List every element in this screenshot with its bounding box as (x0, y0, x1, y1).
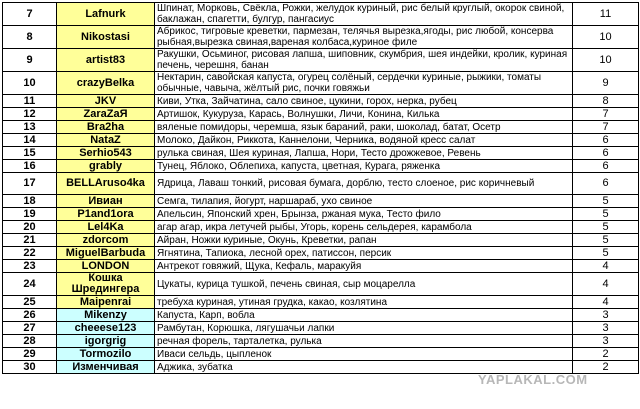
score-cell: 10 (573, 49, 639, 72)
table-row (3, 147, 639, 160)
nickname-cell: JKV (57, 95, 155, 108)
scoreboard-body (3, 3, 639, 374)
ingredients-cell: рулька свиная, Шея куриная, Лапша, Нори, Тесто дрожжевое, Ревень (155, 147, 573, 160)
rank-cell: 22 (3, 247, 57, 260)
score-cell: 6 (573, 173, 639, 195)
rank-cell: 15 (3, 147, 57, 160)
rank-cell: 19 (3, 208, 57, 221)
rank-cell: 28 (3, 335, 57, 348)
nickname-cell: BELLAruso4ka (57, 173, 155, 195)
nickname-cell: Nikostasi (57, 26, 155, 49)
table-row (3, 108, 639, 121)
score-cell: 3 (573, 309, 639, 322)
rank-cell: 11 (3, 95, 57, 108)
table-row (3, 3, 639, 26)
nickname-cell: crazyBelka (57, 72, 155, 95)
nickname-cell: Lel4Ka (57, 221, 155, 234)
table-row (3, 195, 639, 208)
ingredients-cell: вяленые помидоры, черемша, язык бараний, раки, шоколад, батат, Осетр (155, 121, 573, 134)
table-row (3, 208, 639, 221)
nickname-cell: Кошка Шредингера (57, 273, 155, 296)
rank-cell: 23 (3, 260, 57, 273)
table-row (3, 322, 639, 335)
nickname-cell: MiguelBarbuda (57, 247, 155, 260)
table-row (3, 95, 639, 108)
nickname-cell: Ивиан (57, 195, 155, 208)
score-cell: 3 (573, 335, 639, 348)
table-row (3, 273, 639, 296)
table-row (3, 121, 639, 134)
table-row (3, 296, 639, 309)
ingredients-cell: Айран, Ножки куриные, Окунь, Креветки, рапан (155, 234, 573, 247)
rank-cell: 12 (3, 108, 57, 121)
score-cell: 10 (573, 26, 639, 49)
ingredients-cell: Тунец, Яблоко, Облепиха, капуста, цветная, Курага, ряженка (155, 160, 573, 173)
table-row (3, 234, 639, 247)
rank-cell: 30 (3, 361, 57, 374)
ingredients-cell: Иваси сельдь, цыпленок (155, 348, 573, 361)
ingredients-cell: Киви, Утка, Зайчатина, сало свиное, цукини, горох, нерка, рубец (155, 95, 573, 108)
table-row (3, 221, 639, 234)
score-cell: 3 (573, 322, 639, 335)
score-cell: 2 (573, 361, 639, 374)
ingredients-cell: Нектарин, савойская капуста, огурец солёный, сердечки куриные, рыжики, томаты обычные, чавыча, жёлтый рис, почки говяжьи (155, 72, 573, 95)
score-cell: 6 (573, 160, 639, 173)
score-cell: 7 (573, 108, 639, 121)
score-cell: 5 (573, 234, 639, 247)
ingredients-cell: агар агар, икра летучей рыбы, Угорь, корень сельдерея, карамбола (155, 221, 573, 234)
table-row (3, 348, 639, 361)
rank-cell: 29 (3, 348, 57, 361)
nickname-cell: Maipenrai (57, 296, 155, 309)
ingredients-cell: Антрекот говяжий, Щука, Кефаль, маракуйя (155, 260, 573, 273)
table-row (3, 160, 639, 173)
nickname-cell: igorgrig (57, 335, 155, 348)
nickname-cell: LONDON (57, 260, 155, 273)
rank-cell: 17 (3, 173, 57, 195)
table-row (3, 260, 639, 273)
nickname-cell: Tormozilo (57, 348, 155, 361)
nickname-cell: Mikenzy (57, 309, 155, 322)
table-row (3, 26, 639, 49)
score-cell: 2 (573, 348, 639, 361)
table-row (3, 247, 639, 260)
nickname-cell: NataZ (57, 134, 155, 147)
score-cell: 8 (573, 95, 639, 108)
ingredients-cell: Артишок, Кукуруза, Карась, Волнушки, Личи, Конина, Килька (155, 108, 573, 121)
table-row (3, 72, 639, 95)
rank-cell: 18 (3, 195, 57, 208)
nickname-cell: P1and1ora (57, 208, 155, 221)
nickname-cell: cheeese123 (57, 322, 155, 335)
ingredients-cell: требуха куриная, утиная грудка, какао, козлятина (155, 296, 573, 309)
score-cell: 4 (573, 296, 639, 309)
rank-cell: 10 (3, 72, 57, 95)
score-cell: 9 (573, 72, 639, 95)
ingredients-cell: Молоко, Дайкон, Риккота, Каннелони, Черника, водяной кресс салат (155, 134, 573, 147)
rank-cell: 20 (3, 221, 57, 234)
score-cell: 4 (573, 273, 639, 296)
nickname-cell: Serhio543 (57, 147, 155, 160)
nickname-cell: zdorcom (57, 234, 155, 247)
rank-cell: 9 (3, 49, 57, 72)
ingredients-cell: речная форель, тарталетка, рулька (155, 335, 573, 348)
score-cell: 5 (573, 221, 639, 234)
nickname-cell: Lafnurk (57, 3, 155, 26)
ingredients-cell: Аджика, зубатка (155, 361, 573, 374)
nickname-cell: artist83 (57, 49, 155, 72)
ingredients-cell: Ягнятина, Тапиока, лесной орех, патиссон, персик (155, 247, 573, 260)
scoreboard-table (2, 2, 639, 374)
ingredients-cell: Шпинат, Морковь, Свёкла, Рожки, желудок куриный, рис белый круглый, окорок свиной, баклажан, спагетти, булгур, пангасиус (155, 3, 573, 26)
nickname-cell: Изменчивая (57, 361, 155, 374)
rank-cell: 27 (3, 322, 57, 335)
score-cell: 6 (573, 134, 639, 147)
table-row (3, 335, 639, 348)
rank-cell: 21 (3, 234, 57, 247)
ingredients-cell: Цукаты, курица тушкой, печень свиная, сыр моцарелла (155, 273, 573, 296)
rank-cell: 25 (3, 296, 57, 309)
ingredients-cell: Семга, тилапия, йогурт, наршараб, ухо свиное (155, 195, 573, 208)
ingredients-cell: Апельсин, Японский хрен, Брынза, ржаная мука, Тесто фило (155, 208, 573, 221)
ingredients-cell: Капуста, Карп, вобла (155, 309, 573, 322)
nickname-cell: Bra2ha (57, 121, 155, 134)
ingredients-cell: Ядрица, Лаваш тонкий, рисовая бумага, дорблю, тесто слоеное, рис коричневый (155, 173, 573, 195)
table-row (3, 309, 639, 322)
score-cell: 4 (573, 260, 639, 273)
table-row (3, 134, 639, 147)
score-cell: 5 (573, 208, 639, 221)
table-row (3, 49, 639, 72)
rank-cell: 26 (3, 309, 57, 322)
score-cell: 6 (573, 147, 639, 160)
ingredients-cell: Ракушки, Осьминог, рисовая лапша, шиповник, скумбрия, шея индейки, кролик, куриная печень, черешня, банан (155, 49, 573, 72)
score-cell: 5 (573, 247, 639, 260)
site-watermark: YAPLAKAL.COM (478, 372, 588, 387)
score-cell: 11 (573, 3, 639, 26)
rank-cell: 8 (3, 26, 57, 49)
rank-cell: 13 (3, 121, 57, 134)
ingredients-cell: Рамбутан, Корюшка, лягушачьи лапки (155, 322, 573, 335)
nickname-cell: ZaraZaЯ (57, 108, 155, 121)
table-row (3, 173, 639, 195)
rank-cell: 16 (3, 160, 57, 173)
score-cell: 7 (573, 121, 639, 134)
rank-cell: 14 (3, 134, 57, 147)
score-cell: 5 (573, 195, 639, 208)
rank-cell: 24 (3, 273, 57, 296)
rank-cell: 7 (3, 3, 57, 26)
nickname-cell: grably (57, 160, 155, 173)
ingredients-cell: Абрикос, тигровые креветки, пармезан, телячья вырезка,ягоды, рис любой, консерва рыбная,вырезка свиная,вареная колбаса,куриное филе (155, 26, 573, 49)
